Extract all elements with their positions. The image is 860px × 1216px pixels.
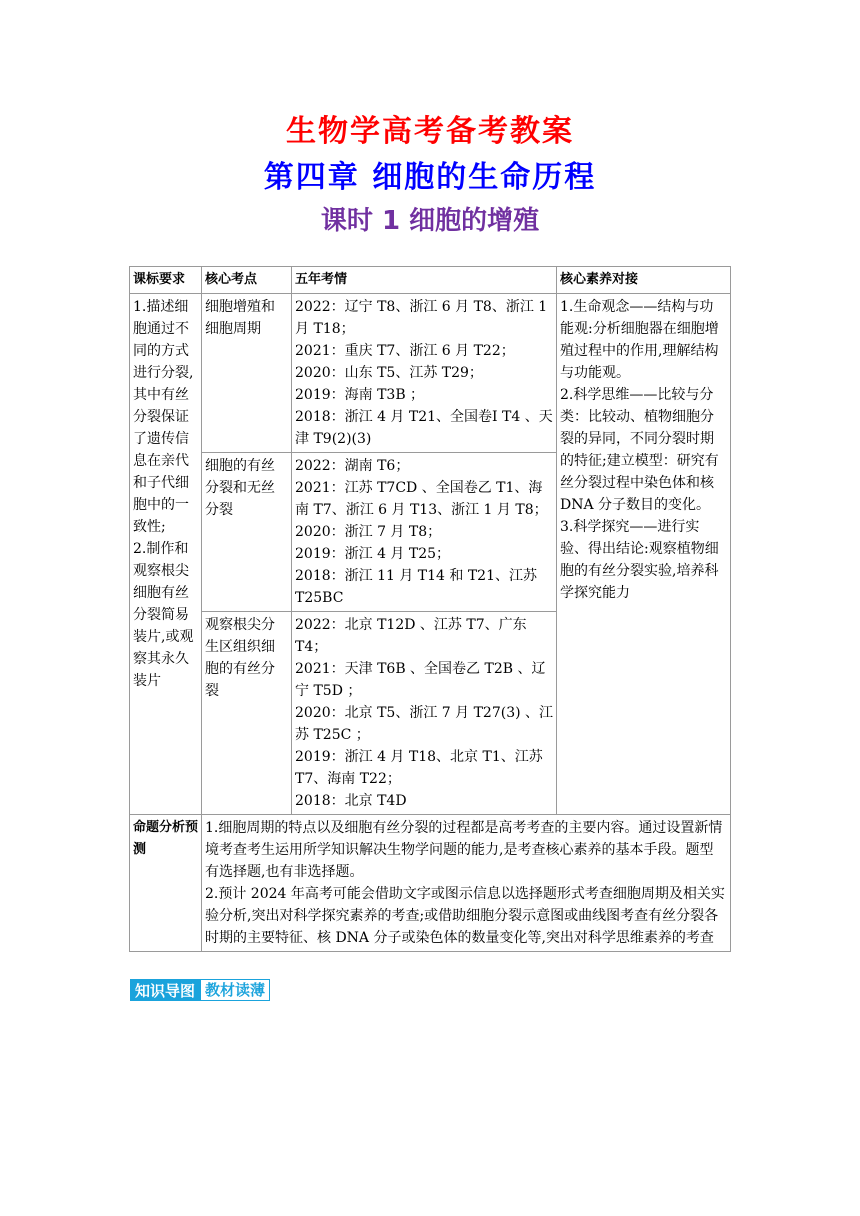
analysis-cell [202, 815, 731, 952]
exam-line: 2018：浙江 4 月 T21、全国卷Ⅰ T4 、天津 T9(2)(3) [295, 409, 553, 447]
header-exams: 五年考情 [292, 267, 557, 294]
curriculum-table [129, 266, 731, 952]
analysis-item: 2.预计 2024 年高考可能会借助文字或图示信息以选择题形式考查细胞周期及相关实验分析,突出对科学探究素养的考查;或借助细胞分裂示意图或曲线图考查有丝分裂各时期的主要特征、核 DNA 分子或染色体的数量变化等,突出对科学思维素养的考查 [205, 886, 725, 946]
header-requirement: 课标要求 [130, 267, 202, 294]
section-badges [130, 979, 270, 1001]
literacy-cell [557, 294, 731, 815]
exam-line: 2021：江苏 T7CD 、全国卷乙 T1、海南 T7、浙江 6 月 T13、浙江 1 月 T8； [295, 480, 548, 518]
lesson-title: 课时 1 细胞的增殖 [320, 206, 540, 236]
core-point-cell: 细胞的有丝分裂和无丝分裂 [202, 453, 292, 612]
doc-title: 生物学高考备考教案 [286, 114, 574, 149]
knowledge-map-badge: 知识导图 [130, 979, 200, 1001]
table-header-row [130, 267, 731, 294]
exams-cell [292, 453, 557, 612]
exam-line: 2020：山东 T5、江苏 T29； [295, 365, 483, 381]
requirement-item: 2.制作和观察根尖细胞有丝分裂简易装片,或观察其永久装片 [133, 541, 194, 689]
exam-line: 2020：北京 T5、浙江 7 月 T27(3) 、江苏 T25C ； [295, 705, 554, 743]
exams-cell [292, 612, 557, 815]
core-point-cell: 观察根尖分生区组织细胞的有丝分裂 [202, 612, 292, 815]
exams-cell [292, 294, 557, 453]
exam-line: 2018：浙江 11 月 T14 和 T21、江苏 T25BC [295, 568, 537, 606]
literacy-item: 2.科学思维——比较与分类：比较动、植物细胞分裂的异同，不同分裂时期的特征;建立模型：研究有丝分裂过程中染色体和核 DNA 分子数目的变化。 [560, 387, 719, 513]
exam-line: 2022：北京 T12D 、江苏 T7、广东 T4； [295, 617, 527, 655]
literacy-item: 1.生命观念——结构与功能观:分析细胞器在细胞增殖过程中的作用,理解结构与功能观。 [560, 299, 719, 381]
chapter-title: 第四章 细胞的生命历程 [263, 160, 597, 195]
exam-line: 2021：重庆 T7、浙江 6 月 T22； [295, 343, 515, 359]
analysis-item: 1.细胞周期的特点以及细胞有丝分裂的过程都是高考考查的主要内容。通过设置新情境考查考生运用所学知识解决生物学问题的能力,是考查核心素养的基本手段。题型有选择题,也有非选择题。 [205, 820, 723, 880]
analysis-row [130, 815, 731, 952]
exam-line: 2022：湖南 T6； [295, 458, 410, 474]
header-literacy: 核心素养对接 [557, 267, 731, 294]
exam-line: 2019：浙江 4 月 T18、北京 T1、江苏 T7、海南 T22； [295, 749, 543, 787]
requirement-cell [130, 294, 202, 815]
textbook-reading-badge: 教材读薄 [200, 979, 270, 1001]
header-core-point: 核心考点 [202, 267, 292, 294]
core-point-cell: 细胞增殖和细胞周期 [202, 294, 292, 453]
exam-line: 2020：浙江 7 月 T8； [295, 524, 442, 540]
exam-line: 2021：天津 T6B 、全国卷乙 T2B 、辽宁 T5D ； [295, 661, 546, 699]
table-row [130, 294, 731, 453]
exam-line: 2019：浙江 4 月 T25； [295, 546, 451, 562]
requirement-item: 1.描述细胞通过不同的方式进行分裂,其中有丝分裂保证了遗传信息在亲代和子代细胞中的一致性; [133, 299, 194, 535]
literacy-item: 3.科学探究——进行实验、得出结论:观察植物细胞的有丝分裂实验,培养科学探究能力 [560, 519, 719, 601]
analysis-label: 命题分析预测 [130, 815, 202, 952]
exam-line: 2018：北京 T4D [295, 793, 407, 809]
exam-line: 2022：辽宁 T8、浙江 6 月 T8、浙江 1 月 T18； [295, 299, 548, 337]
exam-line: 2019：海南 T3B ； [295, 387, 425, 403]
